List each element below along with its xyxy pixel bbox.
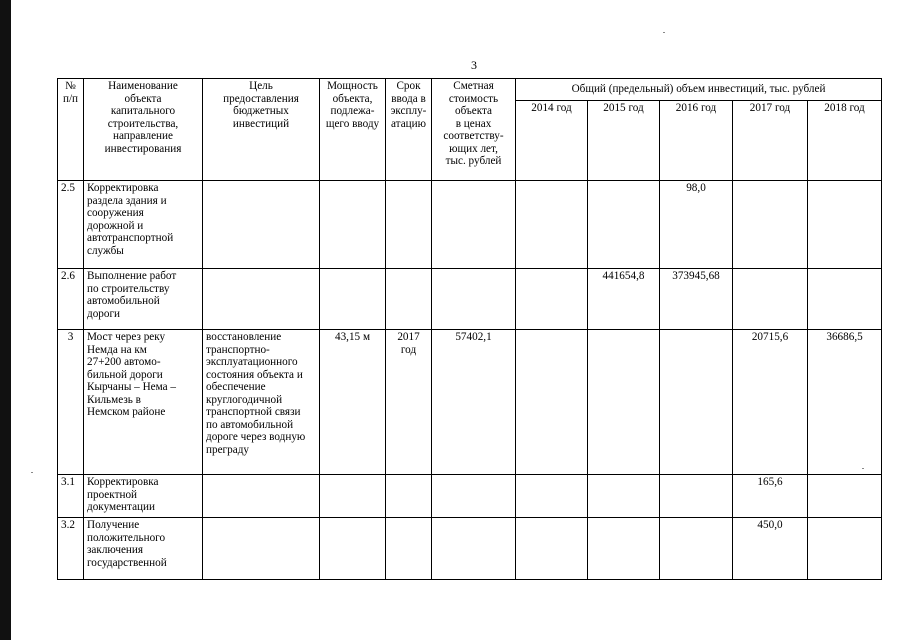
row-num: 2.5	[58, 181, 84, 269]
row-2018: 36686,5	[808, 330, 882, 475]
row-2017: 165,6	[733, 475, 808, 518]
row-2014	[516, 269, 588, 330]
row-capacity	[320, 269, 386, 330]
row-term	[386, 518, 432, 580]
header-name: Наименование объекта капитального строительства, направление инвестирования	[84, 79, 203, 181]
header-year-2015: 2015 год	[588, 101, 660, 181]
row-capacity	[320, 518, 386, 580]
row-capacity	[320, 181, 386, 269]
row-2017: 450,0	[733, 518, 808, 580]
row-num: 3.1	[58, 475, 84, 518]
row-name: Получение положительного заключения государственной	[84, 518, 203, 580]
row-2015	[588, 330, 660, 475]
row-2015	[588, 181, 660, 269]
row-term	[386, 181, 432, 269]
header-capacity: Мощность объекта, подлежа- щего вводу	[320, 79, 386, 181]
row-2014	[516, 518, 588, 580]
header-num: № п/п	[58, 79, 84, 181]
row-goal	[203, 518, 320, 580]
row-2018	[808, 518, 882, 580]
row-2017	[733, 181, 808, 269]
row-2018	[808, 475, 882, 518]
table-row	[58, 518, 882, 580]
header-term: Срок ввода в эксплу- атацию	[386, 79, 432, 181]
row-2014	[516, 181, 588, 269]
row-name: Выполнение работ по строительству автомобильной дороги	[84, 269, 203, 330]
header-year-2017: 2017 год	[733, 101, 808, 181]
row-capacity: 43,15 м	[320, 330, 386, 475]
scan-edge	[0, 0, 11, 640]
row-name: Корректировка проектной документации	[84, 475, 203, 518]
header-year-2016: 2016 год	[660, 101, 733, 181]
header-year-2014: 2014 год	[516, 101, 588, 181]
row-goal	[203, 475, 320, 518]
row-2016: 373945,68	[660, 269, 733, 330]
row-goal	[203, 269, 320, 330]
row-2016	[660, 330, 733, 475]
investment-table	[57, 78, 882, 580]
row-2017	[733, 269, 808, 330]
table-row	[58, 181, 882, 269]
row-2014	[516, 330, 588, 475]
row-estimate	[432, 475, 516, 518]
row-2015: 441654,8	[588, 269, 660, 330]
row-num: 3.2	[58, 518, 84, 580]
row-num: 3	[58, 330, 84, 475]
row-estimate	[432, 269, 516, 330]
row-goal	[203, 181, 320, 269]
row-term	[386, 475, 432, 518]
table-row	[58, 475, 882, 518]
row-estimate	[432, 518, 516, 580]
row-estimate: 57402,1	[432, 330, 516, 475]
header-estimate: Сметная стоимость объекта в ценах соответству- ющих лет, тыс. рублей	[432, 79, 516, 181]
row-estimate	[432, 181, 516, 269]
row-2015	[588, 475, 660, 518]
row-2016	[660, 475, 733, 518]
row-2015	[588, 518, 660, 580]
row-name: Корректировка раздела здания и сооружения дорожной и автотранспортной службы	[84, 181, 203, 269]
table-row	[58, 269, 882, 330]
table-header	[58, 79, 882, 181]
page-number: 3	[471, 58, 477, 72]
row-capacity	[320, 475, 386, 518]
row-goal: восстановление транспортно- эксплуатационного состояния объекта и обеспечение круглогодичной транспортной связи по автомобильной дороге через водную преграду	[203, 330, 320, 475]
header-goal: Цель предоставления бюджетных инвестиций	[203, 79, 320, 181]
header-year-2018: 2018 год	[808, 101, 882, 181]
row-2014	[516, 475, 588, 518]
scan-speck	[663, 32, 665, 33]
scan-speck	[31, 472, 33, 473]
row-2016	[660, 518, 733, 580]
row-2016: 98,0	[660, 181, 733, 269]
table-row	[58, 330, 882, 475]
row-2017: 20715,6	[733, 330, 808, 475]
row-term: 2017 год	[386, 330, 432, 475]
header-investment-group: Общий (предельный) объем инвестиций, тыс. рублей	[516, 79, 882, 101]
row-2018	[808, 181, 882, 269]
row-num: 2.6	[58, 269, 84, 330]
row-2018	[808, 269, 882, 330]
row-name: Мост через реку Немда на км 27+200 автомо- бильной дороги Кырчаны – Нема – Кильмезь в Немском районе	[84, 330, 203, 475]
row-term	[386, 269, 432, 330]
